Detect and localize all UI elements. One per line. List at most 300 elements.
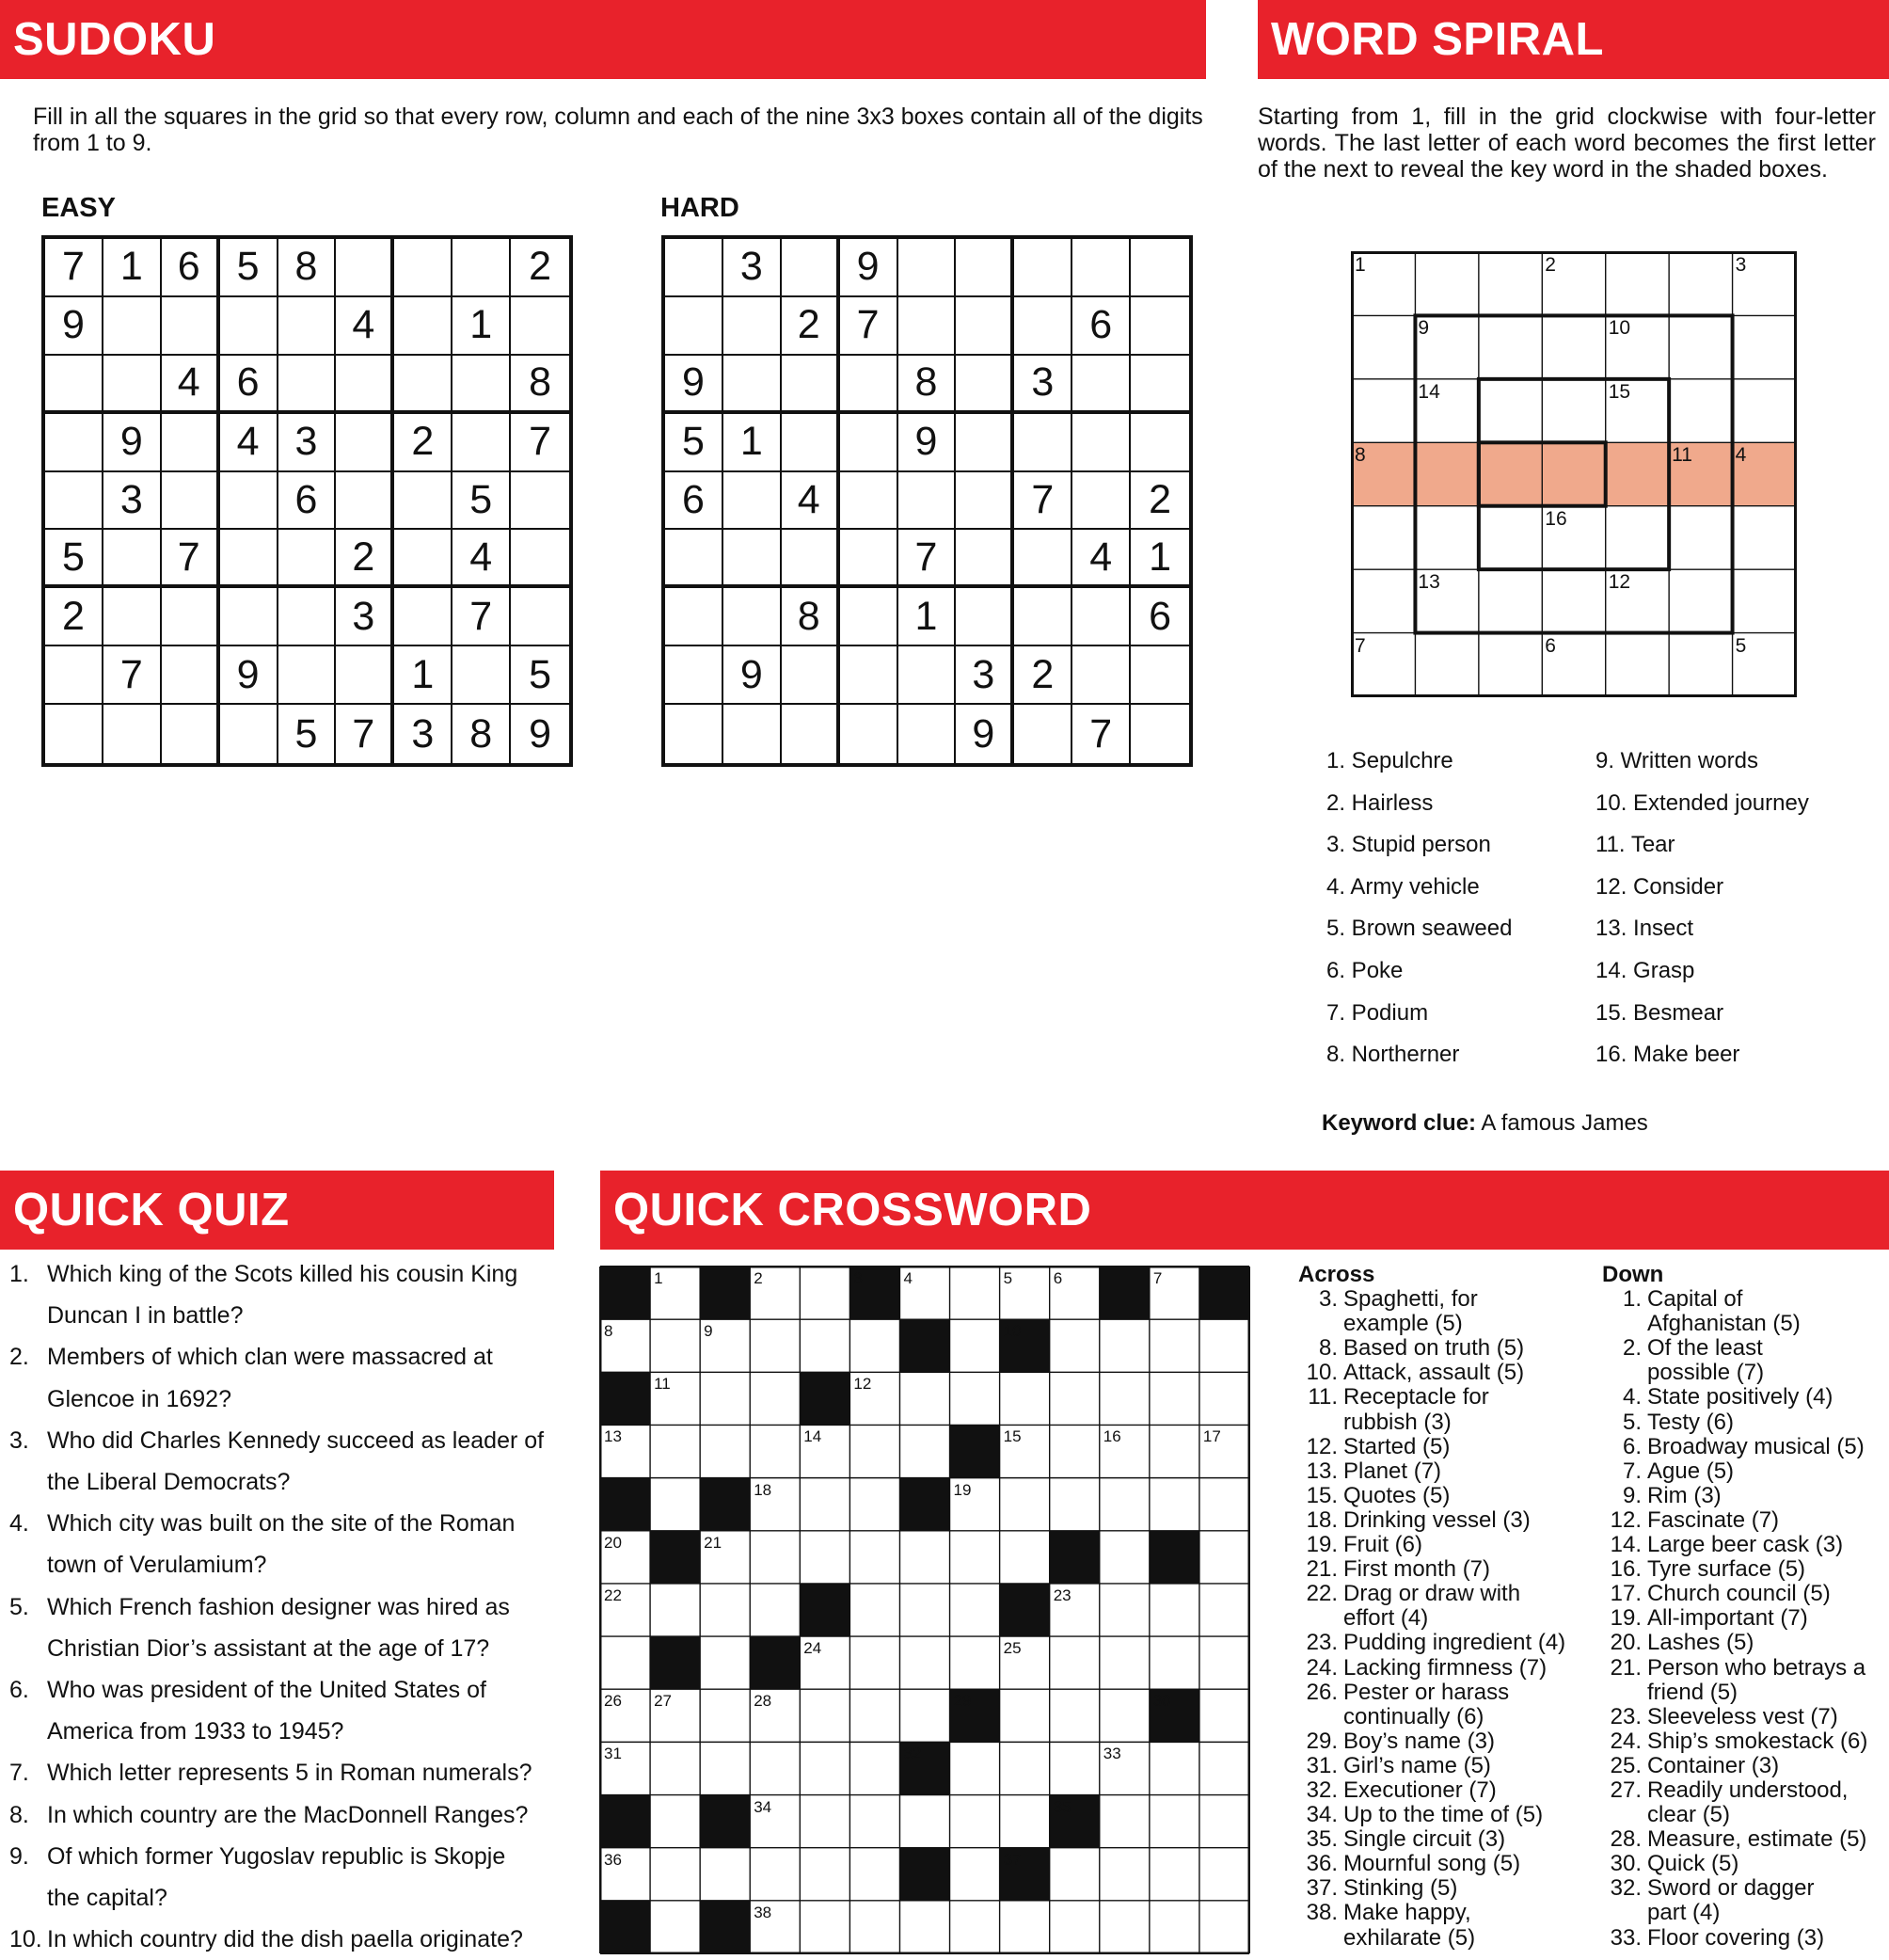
crossword-clue-num: 11. xyxy=(1308,1384,1338,1410)
sudoku-cell: 2 xyxy=(1131,472,1189,531)
crossword-clue-line: Ague (5) xyxy=(1647,1458,1735,1484)
crossword-grid xyxy=(600,1267,1249,1953)
sudoku-cell xyxy=(511,530,569,588)
crossword-clue-line: Broadway musical (5) xyxy=(1647,1433,1865,1459)
crossword-clue-line: Rim (3) xyxy=(1647,1482,1722,1508)
crossword-clue-num: 12. xyxy=(1610,1506,1642,1533)
sudoku-cell xyxy=(162,705,220,763)
sudoku-cell: 9 xyxy=(665,356,723,414)
sudoku-cell xyxy=(45,646,103,705)
crossword-clue-text xyxy=(1647,1926,1824,1951)
crossword-clue-num: 35. xyxy=(1306,1826,1338,1853)
sudoku-cell: 6 xyxy=(665,472,723,531)
crossword-clue-number: 10 xyxy=(1003,1322,1022,1341)
crossword-clue-line: Make happy, xyxy=(1343,1900,1471,1926)
sudoku-cell xyxy=(220,530,278,588)
crossword-clue-line: Receptacle for xyxy=(1343,1384,1489,1410)
crossword-clue-text xyxy=(1343,1631,1565,1655)
crossword-clue-line: Sleeveless vest (7) xyxy=(1647,1703,1838,1729)
crossword-clue-number: 33 xyxy=(1103,1745,1121,1763)
crossword-down-clues xyxy=(1602,1263,1884,1951)
sudoku-cell: 9 xyxy=(220,646,278,705)
crossword-clue-text xyxy=(1343,1681,1509,1729)
sudoku-cell xyxy=(278,356,337,414)
sudoku-cell xyxy=(1131,239,1189,297)
crossword-clue-line: Drinking vessel (3) xyxy=(1343,1506,1531,1533)
crossword-clue xyxy=(1602,1705,1884,1729)
crossword-clue-text xyxy=(1647,1631,1754,1655)
spiral-clue: 16. Make beer xyxy=(1595,1042,1740,1068)
crossword-clue-line: Lacking firmness (7) xyxy=(1343,1654,1548,1681)
sudoku-cell: 2 xyxy=(511,239,569,297)
crossword-clue-number: 31 xyxy=(604,1745,622,1763)
sudoku-cell xyxy=(452,646,511,705)
quiz-question-line: Who was president of the United States of xyxy=(47,1677,486,1704)
quiz-question xyxy=(9,1836,555,1919)
sudoku-cell: 5 xyxy=(665,414,723,472)
sudoku-cell: 5 xyxy=(452,472,511,531)
crossword-clue-text xyxy=(1343,1852,1520,1876)
crossword-title: QUICK CROSSWORD xyxy=(613,1185,1092,1235)
crossword-clue-line: Tyre surface (5) xyxy=(1647,1556,1806,1583)
sudoku-cell: 4 xyxy=(220,414,278,472)
crossword-clue-num: 22. xyxy=(1306,1581,1338,1607)
quiz-question xyxy=(9,1919,555,1960)
crossword-clue-number: 13 xyxy=(604,1427,622,1446)
quiz-question-line: Christian Dior’s assistant at the age of 17? xyxy=(47,1634,490,1662)
quiz-question xyxy=(9,1253,555,1336)
crossword-clue xyxy=(1602,1336,1884,1385)
crossword-banner xyxy=(600,1171,1889,1250)
crossword-clue-line: First month (7) xyxy=(1343,1556,1491,1583)
quiz-question-text xyxy=(47,1336,493,1419)
sudoku-cell xyxy=(956,297,1014,356)
sudoku-cell xyxy=(511,472,569,531)
crossword-clue-num: 37. xyxy=(1306,1875,1338,1902)
quiz-question-line: town of Verulamium? xyxy=(47,1552,267,1579)
sudoku-cell: 7 xyxy=(452,588,511,646)
sudoku-cell xyxy=(394,239,452,297)
sudoku-cell xyxy=(840,414,898,472)
quiz-question-number: 1. xyxy=(9,1261,29,1287)
keyword-text: A famous James xyxy=(1476,1110,1648,1136)
sudoku-instructions: Fill in all the squares in the grid so that every row, column and each of the nine 3x3 boxes contain all of the digits from 1 to 9. xyxy=(33,104,1203,156)
crossword-clue-text xyxy=(1647,1287,1801,1336)
crossword-clue xyxy=(1298,1582,1580,1631)
crossword-clue-text xyxy=(1647,1852,1738,1876)
quiz-questions xyxy=(9,1253,555,1960)
sudoku-cell xyxy=(278,530,337,588)
crossword-clue xyxy=(1298,1508,1580,1533)
quiz-question xyxy=(9,1794,555,1836)
sudoku-cell: 7 xyxy=(336,705,394,763)
crossword-clue-num: 16. xyxy=(1610,1556,1642,1583)
crossword-clue-number: 6 xyxy=(1053,1269,1063,1287)
sudoku-cell xyxy=(665,705,723,763)
quiz-question-text xyxy=(47,1586,510,1669)
spiral-clue: 6. Poke xyxy=(1326,957,1404,983)
sudoku-cell: 3 xyxy=(723,239,782,297)
crossword-clue-line: Sword or dagger xyxy=(1647,1875,1815,1902)
sudoku-cell xyxy=(956,414,1014,472)
crossword-clue-num: 31. xyxy=(1306,1752,1338,1778)
sudoku-cell: 8 xyxy=(452,705,511,763)
crossword-clue-line: All-important (7) xyxy=(1647,1605,1808,1632)
sudoku-cell: 8 xyxy=(511,356,569,414)
sudoku-cell: 1 xyxy=(394,646,452,705)
crossword-clue xyxy=(1298,1729,1580,1754)
crossword-clue xyxy=(1298,1852,1580,1876)
sudoku-easy-label: EASY xyxy=(41,193,116,223)
sudoku-cell xyxy=(103,588,162,646)
sudoku-cell: 6 xyxy=(1072,297,1131,356)
crossword-clue xyxy=(1298,1901,1580,1950)
crossword-clue-number: 11 xyxy=(654,1375,671,1394)
crossword-clue xyxy=(1298,1631,1580,1655)
crossword-clue xyxy=(1602,1508,1884,1533)
quiz-question-line: Members of which clan were massacred at xyxy=(47,1344,493,1371)
crossword-clue-num: 36. xyxy=(1306,1851,1338,1877)
crossword-clue xyxy=(1602,1876,1884,1925)
quiz-question xyxy=(9,1669,555,1752)
crossword-clue-num: 7. xyxy=(1622,1458,1642,1484)
crossword-clue-line: Container (3) xyxy=(1647,1752,1780,1778)
sudoku-cell: 2 xyxy=(45,588,103,646)
crossword-clue xyxy=(1298,1484,1580,1508)
crossword-clue-text xyxy=(1647,1557,1805,1582)
sudoku-easy-grid xyxy=(41,235,573,767)
spiral-clue: 5. Brown seaweed xyxy=(1326,916,1513,942)
sudoku-cell: 2 xyxy=(394,414,452,472)
sudoku-cell: 4 xyxy=(162,356,220,414)
crossword-clue-line: Of the least xyxy=(1647,1335,1763,1362)
crossword-clue xyxy=(1602,1852,1884,1876)
sudoku-cell: 5 xyxy=(511,646,569,705)
crossword-clue xyxy=(1602,1606,1884,1631)
crossword-clue-text xyxy=(1343,1827,1505,1852)
quiz-question-line: Of which former Yugoslav republic is Skopje xyxy=(47,1842,506,1870)
crossword-clue-line: Large beer cask (3) xyxy=(1647,1532,1844,1558)
crossword-clue-text xyxy=(1647,1484,1722,1508)
sudoku-cell: 4 xyxy=(336,297,394,356)
crossword-clue-num: 13. xyxy=(1306,1458,1338,1484)
crossword-clue xyxy=(1602,1754,1884,1778)
spiral-number: 5 xyxy=(1735,634,1747,657)
crossword-clue-text xyxy=(1647,1336,1764,1385)
crossword-clue-num: 10. xyxy=(1306,1360,1338,1386)
quiz-question-number: 5. xyxy=(9,1593,29,1620)
spiral-clue: 10. Extended journey xyxy=(1595,789,1809,816)
quiz-question-line: Duncan I in battle? xyxy=(47,1302,244,1330)
sudoku-cell xyxy=(1014,705,1072,763)
crossword-clue-num: 4. xyxy=(1622,1384,1642,1410)
crossword-clue-num: 8. xyxy=(1318,1335,1338,1362)
crossword-clue-line: Planet (7) xyxy=(1343,1458,1442,1484)
sudoku-cell: 6 xyxy=(1131,588,1189,646)
crossword-clue xyxy=(1602,1827,1884,1852)
quiz-question-number: 7. xyxy=(9,1760,29,1787)
crossword-clue xyxy=(1298,1557,1580,1582)
sudoku-cell: 5 xyxy=(220,239,278,297)
sudoku-cell: 7 xyxy=(511,414,569,472)
sudoku-cell xyxy=(336,239,394,297)
crossword-clue xyxy=(1602,1459,1884,1484)
sudoku-cell xyxy=(782,646,840,705)
crossword-clue-line: part (4) xyxy=(1647,1900,1721,1926)
crossword-clue-text xyxy=(1343,1533,1422,1557)
sudoku-cell: 3 xyxy=(1014,356,1072,414)
quiz-question-line: the capital? xyxy=(47,1885,167,1912)
sudoku-cell xyxy=(956,588,1014,646)
crossword-clue-number: 26 xyxy=(604,1692,622,1711)
crossword-clue-num: 25. xyxy=(1610,1752,1642,1778)
crossword-clue-number: 34 xyxy=(754,1797,772,1816)
crossword-clue-text xyxy=(1647,1754,1779,1778)
spiral-number: 8 xyxy=(1355,444,1366,467)
sudoku-cell xyxy=(1072,239,1131,297)
crossword-clue-number: 36 xyxy=(604,1850,622,1869)
crossword-clue-number: 17 xyxy=(1202,1427,1221,1446)
crossword-clue-num: 23. xyxy=(1306,1630,1338,1656)
quiz-question xyxy=(9,1503,555,1586)
quiz-question-text xyxy=(47,1836,505,1919)
crossword-clue xyxy=(1298,1681,1580,1729)
sudoku-cell xyxy=(220,472,278,531)
sudoku-cell xyxy=(336,356,394,414)
spiral-number: 14 xyxy=(1418,380,1440,403)
crossword-clue xyxy=(1298,1827,1580,1852)
crossword-clue-text xyxy=(1343,1901,1475,1950)
sudoku-cell xyxy=(162,472,220,531)
crossword-clue-text xyxy=(1647,1705,1838,1729)
sudoku-cell xyxy=(665,239,723,297)
sudoku-cell xyxy=(45,472,103,531)
sudoku-cell xyxy=(1131,646,1189,705)
sudoku-cell xyxy=(394,530,452,588)
spiral-clue: 11. Tear xyxy=(1595,832,1675,858)
sudoku-cell: 2 xyxy=(336,530,394,588)
crossword-clue-text xyxy=(1343,1484,1450,1508)
spiral-number: 4 xyxy=(1735,444,1747,467)
crossword-across-heading: Across xyxy=(1298,1262,1375,1287)
crossword-clue-text xyxy=(1343,1729,1495,1754)
sudoku-cell xyxy=(723,297,782,356)
sudoku-cell: 3 xyxy=(394,705,452,763)
sudoku-cell: 6 xyxy=(220,356,278,414)
crossword-clue-text xyxy=(1343,1778,1497,1803)
crossword-clue xyxy=(1298,1876,1580,1901)
crossword-clue-text xyxy=(1343,1459,1441,1484)
crossword-clue-line: Floor covering (3) xyxy=(1647,1924,1825,1951)
word-spiral-title: WORD SPIRAL xyxy=(1271,14,1604,65)
crossword-clue xyxy=(1602,1385,1884,1410)
crossword-clue-number: 9 xyxy=(704,1322,713,1341)
spiral-number: 7 xyxy=(1355,634,1366,657)
sudoku-cell: 6 xyxy=(162,239,220,297)
crossword-clue-number: 28 xyxy=(754,1692,772,1711)
crossword-clue-line: continually (6) xyxy=(1343,1703,1484,1729)
quiz-question-line: Who did Charles Kennedy succeed as leader of xyxy=(47,1426,545,1454)
crossword-clue-num: 19. xyxy=(1610,1605,1642,1632)
crossword-clue-text xyxy=(1647,1435,1865,1459)
crossword-clue-text xyxy=(1343,1557,1490,1582)
crossword-clue xyxy=(1602,1484,1884,1508)
sudoku-cell xyxy=(782,414,840,472)
sudoku-cell: 9 xyxy=(898,414,957,472)
crossword-clue-line: Afghanistan (5) xyxy=(1647,1311,1801,1337)
sudoku-cell xyxy=(1014,530,1072,588)
crossword-clue-line: Single circuit (3) xyxy=(1343,1826,1506,1853)
crossword-clue-num: 3. xyxy=(1318,1286,1338,1313)
sudoku-cell xyxy=(898,646,957,705)
quiz-question-text xyxy=(47,1752,532,1793)
crossword-clue-number: 22 xyxy=(604,1586,622,1604)
quiz-question-number: 9. xyxy=(9,1842,29,1870)
quiz-question-line: Glencoe in 1692? xyxy=(47,1385,231,1412)
sudoku-cell xyxy=(45,414,103,472)
crossword-clue-num: 9. xyxy=(1622,1482,1642,1508)
sudoku-cell: 8 xyxy=(278,239,337,297)
crossword-clue-line: Quick (5) xyxy=(1647,1851,1739,1877)
sudoku-cell xyxy=(336,646,394,705)
sudoku-cell xyxy=(103,705,162,763)
sudoku-title: SUDOKU xyxy=(13,14,216,65)
sudoku-cell: 1 xyxy=(898,588,957,646)
crossword-clue-num: 14. xyxy=(1610,1532,1642,1558)
word-spiral-grid xyxy=(1351,251,1796,695)
sudoku-cell xyxy=(103,297,162,356)
crossword-clue-text xyxy=(1647,1533,1843,1557)
crossword-clue-line: State positively (4) xyxy=(1647,1384,1833,1410)
sudoku-cell xyxy=(220,297,278,356)
crossword-clue-line: Attack, assault (5) xyxy=(1343,1360,1525,1386)
quiz-question xyxy=(9,1752,555,1793)
sudoku-cell xyxy=(394,472,452,531)
crossword-clue-line: rubbish (3) xyxy=(1343,1409,1452,1435)
sudoku-cell: 4 xyxy=(1072,530,1131,588)
quiz-title: QUICK QUIZ xyxy=(13,1185,290,1235)
crossword-clue-line: Spaghetti, for xyxy=(1343,1286,1478,1313)
sudoku-hard-grid xyxy=(661,235,1193,767)
crossword-clue-num: 32. xyxy=(1306,1777,1338,1803)
crossword-clue-num: 30. xyxy=(1610,1851,1642,1877)
sudoku-cell: 1 xyxy=(1131,530,1189,588)
crossword-clue-line: Stinking (5) xyxy=(1343,1875,1458,1902)
crossword-clue-number: 16 xyxy=(1103,1427,1121,1446)
crossword-clue-number: 4 xyxy=(903,1269,913,1287)
sudoku-cell xyxy=(511,297,569,356)
word-spiral-instructions: Starting from 1, fill in the grid clockwise with four-letter words. The last letter of each word becomes the first letter of the next to reveal the key word in the shaded boxes. xyxy=(1258,104,1876,183)
sudoku-cell: 4 xyxy=(452,530,511,588)
crossword-clue-number: 5 xyxy=(1003,1269,1013,1287)
sudoku-cell: 9 xyxy=(956,705,1014,763)
sudoku-cell xyxy=(782,705,840,763)
spiral-clue: 7. Podium xyxy=(1326,999,1429,1026)
quiz-question-text xyxy=(47,1253,517,1336)
crossword-clue-line: Drag or draw with xyxy=(1343,1581,1521,1607)
quiz-question-number: 3. xyxy=(9,1426,29,1454)
crossword-clue-line: exhilarate (5) xyxy=(1343,1924,1476,1951)
sudoku-cell xyxy=(452,239,511,297)
sudoku-hard-label: HARD xyxy=(660,193,739,223)
sudoku-cell xyxy=(278,646,337,705)
crossword-clue-number: 21 xyxy=(704,1533,722,1552)
crossword-clue-text xyxy=(1647,1582,1831,1606)
sudoku-cell: 7 xyxy=(898,530,957,588)
sudoku-cell xyxy=(840,588,898,646)
word-spiral-banner xyxy=(1258,0,1889,79)
quiz-question-line: In which country are the MacDonnell Ranges? xyxy=(47,1801,529,1828)
crossword-down-heading: Down xyxy=(1602,1262,1664,1287)
crossword-clue-num: 1. xyxy=(1622,1286,1642,1313)
crossword-clue xyxy=(1298,1459,1580,1484)
sudoku-cell xyxy=(1014,588,1072,646)
sudoku-cell: 8 xyxy=(898,356,957,414)
crossword-clue-text xyxy=(1647,1410,1734,1435)
sudoku-cell: 9 xyxy=(723,646,782,705)
sudoku-cell xyxy=(45,356,103,414)
crossword-clue-text xyxy=(1343,1508,1531,1533)
crossword-clue-num: 21. xyxy=(1610,1654,1642,1681)
spiral-clue: 4. Army vehicle xyxy=(1326,873,1480,900)
crossword-clue-text xyxy=(1647,1656,1865,1705)
sudoku-cell xyxy=(840,646,898,705)
crossword-clue-num: 15. xyxy=(1306,1482,1338,1508)
sudoku-cell xyxy=(1131,705,1189,763)
crossword-clue-number: 23 xyxy=(1053,1586,1071,1604)
crossword-clue-line: Fascinate (7) xyxy=(1647,1506,1780,1533)
quiz-question-text xyxy=(47,1919,523,1960)
sudoku-cell xyxy=(278,297,337,356)
crossword-clue-line: Quotes (5) xyxy=(1343,1482,1451,1508)
quiz-question-line: Which city was built on the site of the Roman xyxy=(47,1510,516,1538)
crossword-clue-text xyxy=(1647,1385,1833,1410)
quiz-question-text xyxy=(47,1669,486,1752)
crossword-clue-num: 33. xyxy=(1610,1924,1642,1951)
crossword-clue-num: 23. xyxy=(1610,1703,1642,1729)
crossword-clue-line: friend (5) xyxy=(1647,1679,1738,1705)
crossword-clue-line: Pester or harass xyxy=(1343,1679,1510,1705)
sudoku-cell: 8 xyxy=(782,588,840,646)
sudoku-cell xyxy=(162,414,220,472)
word-spiral-clues-left xyxy=(1326,741,1512,1076)
crossword-clue-number: 7 xyxy=(1152,1269,1163,1287)
crossword-clue xyxy=(1298,1803,1580,1827)
sudoku-cell xyxy=(898,297,957,356)
spiral-clue: 1. Sepulchre xyxy=(1326,748,1453,773)
sudoku-cell xyxy=(1072,588,1131,646)
quiz-question-line: Which French fashion designer was hired as xyxy=(47,1593,510,1620)
crossword-clue-line: Lashes (5) xyxy=(1647,1630,1754,1656)
sudoku-cell xyxy=(162,297,220,356)
crossword-clue-line: effort (4) xyxy=(1343,1605,1429,1632)
sudoku-cell: 5 xyxy=(278,705,337,763)
crossword-clue-text xyxy=(1343,1361,1524,1385)
crossword-clue-line: possible (7) xyxy=(1647,1360,1765,1386)
crossword-clue-number: 35 xyxy=(1053,1797,1071,1816)
crossword-clue-num: 24. xyxy=(1306,1654,1338,1681)
crossword-clue-line: Executioner (7) xyxy=(1343,1777,1497,1803)
sudoku-cell: 7 xyxy=(162,530,220,588)
crossword-clue-text xyxy=(1343,1754,1491,1778)
sudoku-cell xyxy=(278,588,337,646)
crossword-clue xyxy=(1602,1729,1884,1754)
sudoku-cell: 9 xyxy=(45,297,103,356)
crossword-clue-number: 32 xyxy=(903,1745,922,1763)
crossword-clue xyxy=(1602,1778,1884,1827)
crossword-clue-text xyxy=(1343,1435,1450,1459)
crossword-clue-line: Pudding ingredient (4) xyxy=(1343,1630,1566,1656)
